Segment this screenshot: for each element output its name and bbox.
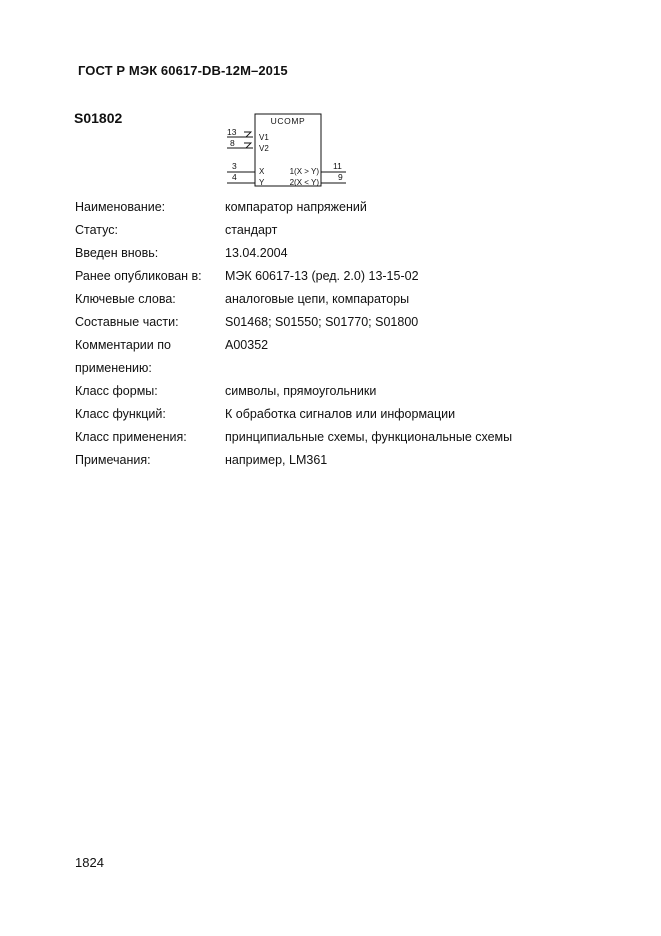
property-label: Примечания: bbox=[75, 453, 151, 467]
input-pin-y: 4 bbox=[232, 172, 237, 182]
property-label: Ключевые слова: bbox=[75, 292, 176, 306]
property-label bbox=[75, 334, 225, 380]
input-pin-x: 3 bbox=[232, 161, 237, 171]
input-label-v2: V2 bbox=[259, 144, 269, 153]
property-label: Введен вновь: bbox=[75, 246, 159, 260]
property-row-published bbox=[75, 265, 635, 288]
property-row-function-class bbox=[75, 403, 635, 426]
property-value: S01468; S01550; S01770; S01800 bbox=[225, 315, 419, 329]
property-value: например, LM361 bbox=[225, 453, 328, 467]
property-value: принципиальные схемы, функциональные схемы bbox=[225, 430, 513, 444]
property-label: Класс формы: bbox=[75, 384, 158, 398]
property-label: Класс применения: bbox=[75, 430, 187, 444]
input-label-v1: V1 bbox=[259, 133, 269, 142]
output-pin-1: 11 bbox=[333, 161, 342, 171]
property-row-form-class bbox=[75, 380, 635, 403]
input-pin-v1: 13 bbox=[227, 127, 237, 137]
property-row-components bbox=[75, 311, 635, 334]
property-label: Ранее опубликован в: bbox=[75, 269, 202, 283]
property-value: К обработка сигналов или информации bbox=[225, 407, 456, 421]
output-pin-2: 9 bbox=[338, 172, 343, 182]
page-number: 1824 bbox=[75, 855, 104, 870]
property-value: стандарт bbox=[225, 223, 278, 237]
property-row-name bbox=[75, 196, 635, 219]
properties-table bbox=[75, 196, 635, 472]
comparator-symbol-diagram bbox=[222, 110, 352, 190]
property-row-introduced bbox=[75, 242, 635, 265]
input-label-y: Y bbox=[259, 178, 265, 187]
property-value: A00352 bbox=[225, 338, 269, 352]
dynamic-input-indicator-icon bbox=[244, 132, 251, 137]
property-row-comments bbox=[75, 334, 635, 380]
property-row-status bbox=[75, 219, 635, 242]
property-label-line-1: Комментарии по bbox=[75, 338, 171, 352]
symbol-code: S01802 bbox=[74, 110, 123, 126]
property-row-application-class bbox=[75, 426, 635, 449]
property-label: Составные части: bbox=[75, 315, 179, 329]
input-label-x: X bbox=[259, 167, 265, 176]
property-label: Класс функций: bbox=[75, 407, 166, 421]
property-value: аналоговые цепи, компараторы bbox=[225, 292, 410, 306]
input-pin-v2: 8 bbox=[230, 138, 235, 148]
property-label: Наименование: bbox=[75, 200, 166, 214]
property-label: Статус: bbox=[75, 223, 118, 237]
document-header: ГОСТ Р МЭК 60617-DB-12M–2015 bbox=[78, 63, 288, 78]
symbol-name: UCOMP bbox=[270, 116, 306, 126]
property-row-keywords bbox=[75, 288, 635, 311]
property-value: символы, прямоугольники bbox=[225, 384, 377, 398]
property-label-line-2: применению: bbox=[75, 361, 152, 375]
property-row-notes bbox=[75, 449, 635, 472]
property-value: МЭК 60617-13 (ред. 2.0) 13-15-02 bbox=[225, 269, 419, 283]
output-label-1: 1(X > Y) bbox=[289, 167, 319, 176]
property-value: 13.04.2004 bbox=[225, 246, 288, 260]
dynamic-input-indicator-icon bbox=[244, 143, 251, 148]
property-value: компаратор напряжений bbox=[225, 200, 367, 214]
output-label-2: 2(X < Y) bbox=[289, 178, 319, 187]
